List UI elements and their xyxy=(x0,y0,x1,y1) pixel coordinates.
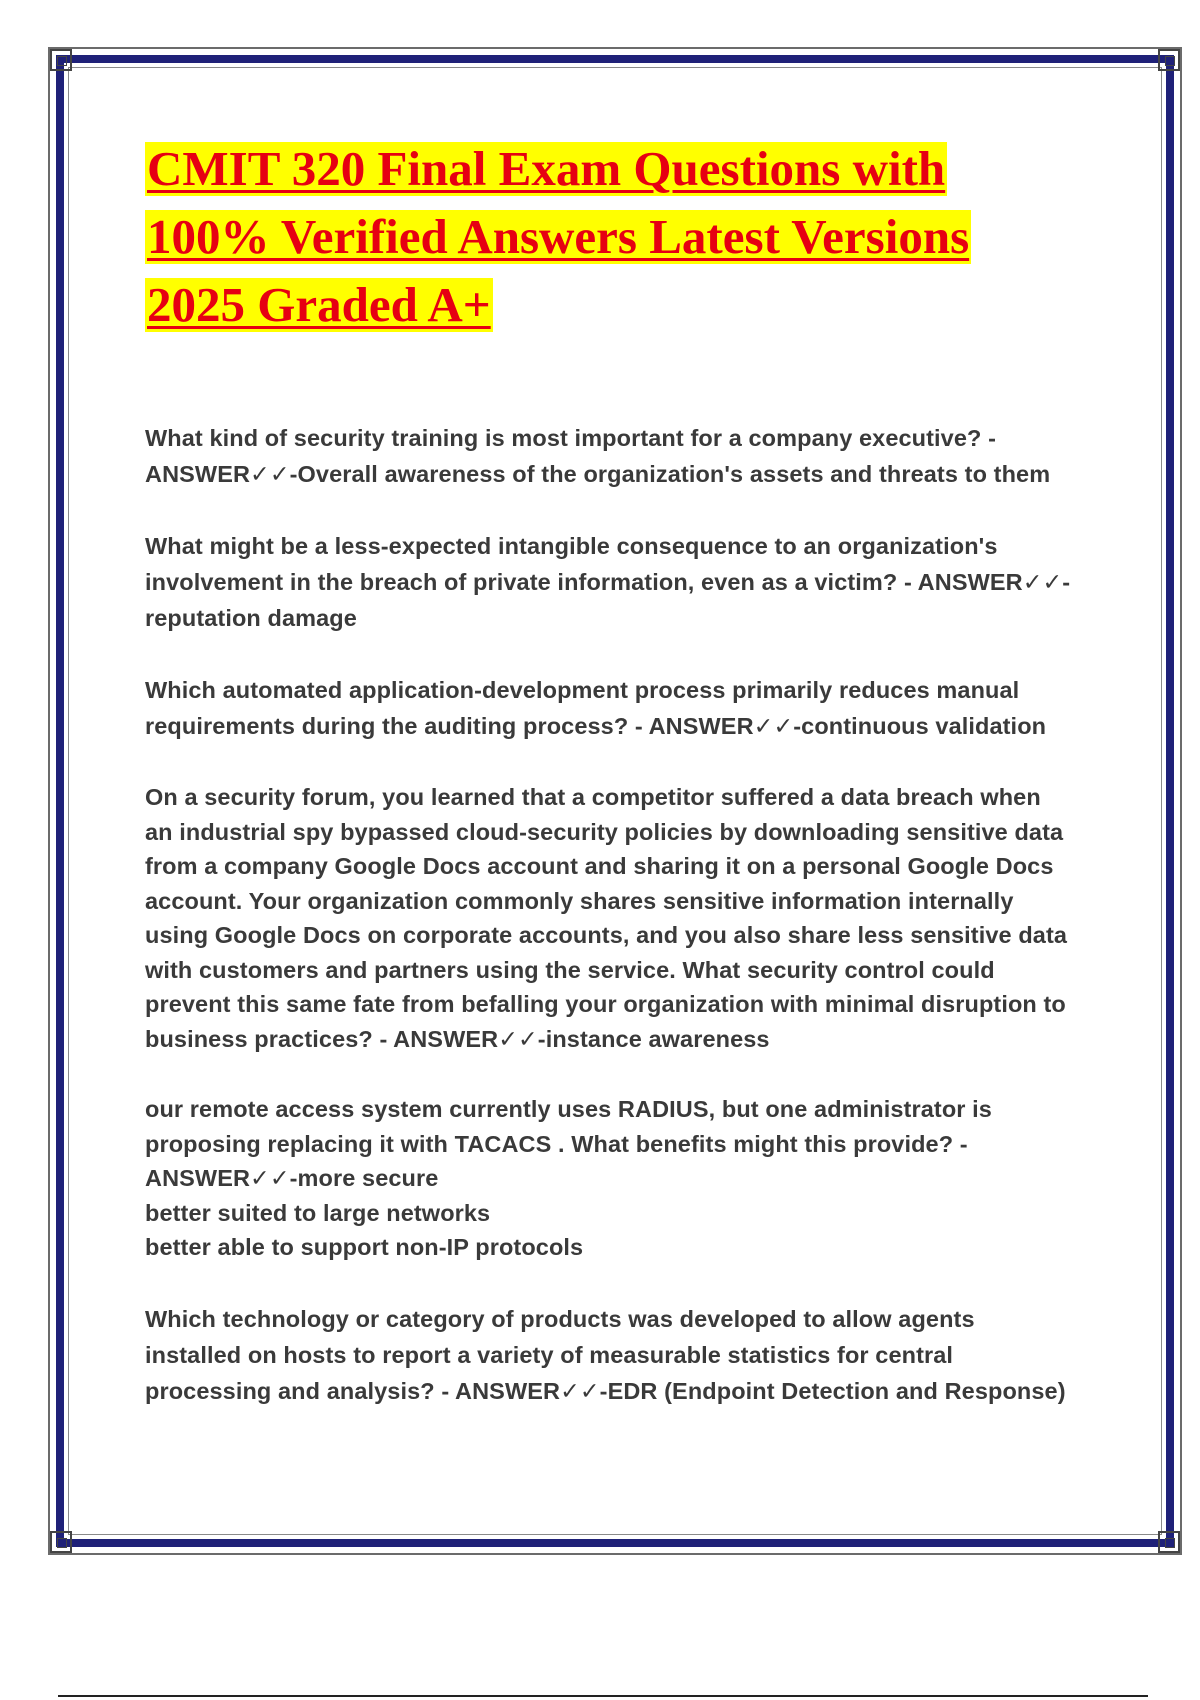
qa-line: What might be a less-expected intangible consequence to an organization's xyxy=(145,533,998,559)
border-corner-ornament xyxy=(1158,1531,1180,1553)
qa-line: reputation damage xyxy=(145,605,357,631)
qa-line: an industrial spy bypassed cloud-security policies by downloading sensitive data xyxy=(145,818,1064,845)
border-corner-ornament xyxy=(50,49,72,71)
qa-list xyxy=(145,420,1105,1445)
qa-line: account. Your organization commonly shares sensitive information internally xyxy=(145,887,1014,914)
qa-item xyxy=(145,1301,1105,1409)
qa-line: ANSWER✓✓-more secure xyxy=(145,1165,439,1191)
border-corner-ornament xyxy=(1158,49,1180,71)
qa-line: Which automated application-development process primarily reduces manual xyxy=(145,677,1020,703)
qa-line: from a company Google Docs account and sharing it on a personal Google Docs xyxy=(145,853,1054,879)
qa-line: better able to support non-IP protocols xyxy=(145,1234,584,1260)
qa-line: processing and analysis? - ANSWER✓✓-EDR (Endpoint Detection and Response) xyxy=(145,1377,1066,1404)
qa-item xyxy=(145,420,1105,492)
page-separator-line xyxy=(58,1695,1148,1697)
qa-item xyxy=(145,780,1105,1056)
title-line: CMIT 320 Final Exam Questions with xyxy=(147,141,946,196)
qa-line: ANSWER✓✓-Overall awareness of the organization's assets and threats to them xyxy=(145,461,1051,487)
qa-line: with customers and partners using the service. What security control could xyxy=(145,956,995,983)
qa-line: installed on hosts to report a variety of measurable statistics for central xyxy=(145,1341,954,1368)
qa-line: business practices? - ANSWER✓✓-instance awareness xyxy=(145,1025,770,1052)
title-line: 2025 Graded A+ xyxy=(147,277,491,332)
qa-line: requirements during the auditing process? - ANSWER✓✓-continuous validation xyxy=(145,713,1047,739)
qa-line: prevent this same fate from befalling your organization with minimal disruption to xyxy=(145,991,1066,1017)
qa-line: better suited to large networks xyxy=(145,1199,491,1226)
qa-line: involvement in the breach of private information, even as a victim? - ANSWER✓✓- xyxy=(145,569,1071,595)
qa-line: Which technology or category of products was developed to allow agents xyxy=(145,1305,975,1332)
qa-line: On a security forum, you learned that a competitor suffered a data breach when xyxy=(145,784,1041,810)
qa-line: What kind of security training is most important for a company executive? - xyxy=(145,425,997,451)
title-line: 100% Verified Answers Latest Versions xyxy=(147,209,970,264)
qa-item xyxy=(145,1092,1105,1265)
qa-line: using Google Docs on corporate accounts, and you also share less sensitive data xyxy=(145,922,1068,948)
qa-item xyxy=(145,672,1105,744)
border-corner-ornament xyxy=(50,1531,72,1553)
qa-line: our remote access system currently uses RADIUS, but one administrator is xyxy=(145,1096,992,1122)
qa-item xyxy=(145,528,1105,636)
document-title xyxy=(145,142,1075,346)
qa-line: proposing replacing it with TACACS . What benefits might this provide? - xyxy=(145,1130,968,1157)
